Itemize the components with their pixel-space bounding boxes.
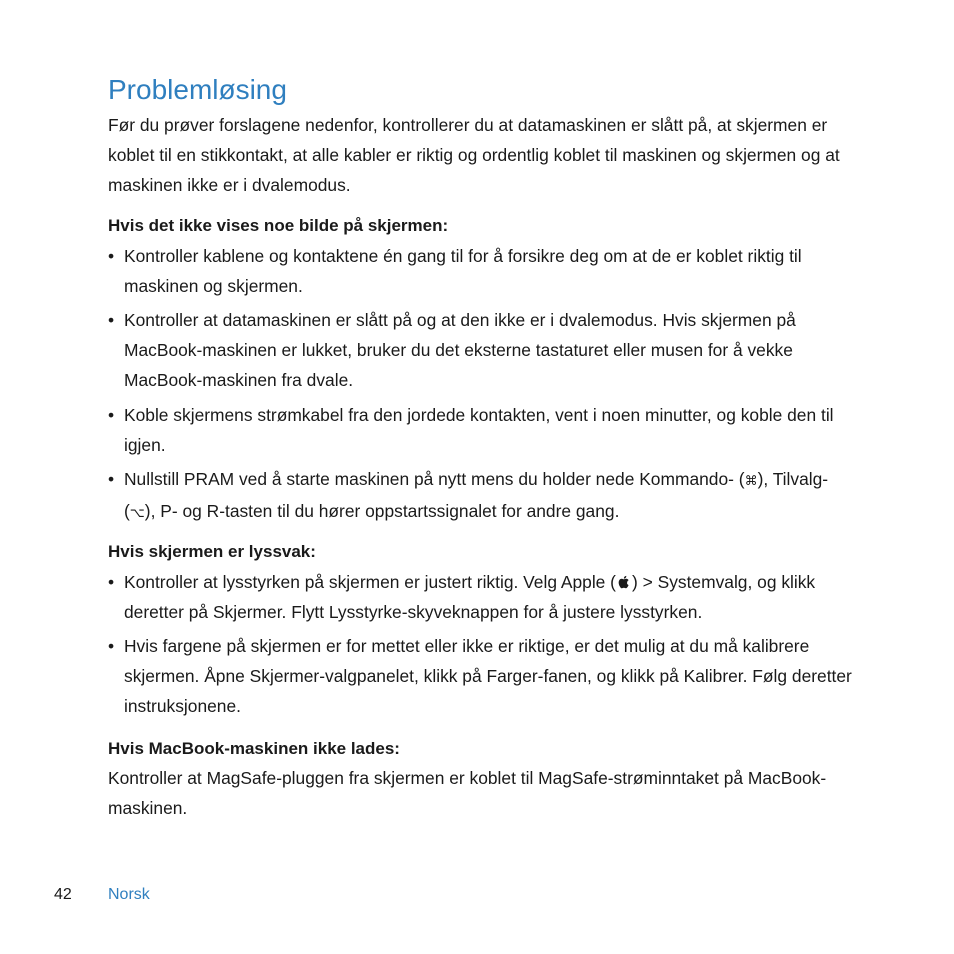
page-title: Problemløsing [108, 74, 287, 105]
footer-language: Norsk [108, 886, 150, 903]
text-fragment: Nullstill PRAM ved å starte maskinen på nytt mens du holder nede Kommando- ( [124, 469, 745, 489]
text-fragment: ), P- og R-tasten til du hører oppstartssignalet for andre gang. [144, 501, 620, 521]
option-key-icon: ⌥ [129, 505, 145, 520]
charging-paragraph: Kontroller at MagSafe-pluggen fra skjermen er koblet til MagSafe-strøminntaket på MacBook-maskinen. [108, 768, 827, 818]
bullet-marker: • [108, 405, 115, 425]
intro-paragraph: Før du prøver forslagene nedenfor, kontrollerer du at datamaskinen er slått på, at skjermen er koblet til en stikkontakt, at alle kabler er riktig og ordentlig koblet til maskinen og skjermen og at maskinen ikke er i dvalemodus. [108, 115, 840, 195]
command-key-icon: ⌘ [744, 473, 758, 488]
list-item-text [124, 567, 863, 627]
section-heading-dim-screen: Hvis skjermen er lyssvak: [108, 542, 316, 561]
text-fragment: Kontroller at lysstyrken på skjermen er justert riktig. Velg Apple ( [124, 572, 616, 592]
page-number: 42 [54, 886, 72, 903]
list-item-text: Koble skjermens strømkabel fra den jordede kontakten, vent i noen minutter, og koble den til igjen. [124, 405, 834, 455]
text-fragment: ), Tilvalg- ( [124, 469, 829, 521]
bullet-marker: • [108, 469, 115, 489]
list-item-text [124, 464, 863, 528]
list-item [108, 400, 863, 460]
bullet-marker: • [108, 310, 115, 330]
bullet-marker: • [108, 636, 115, 656]
list-item-text: Kontroller kablene og kontaktene én gang til for å forsikre deg om at de er koblet riktig til maskinen og skjermen. [124, 246, 802, 296]
apple-icon [616, 574, 632, 590]
bullet-marker: • [108, 572, 115, 592]
list-item [108, 631, 863, 721]
list-item [108, 305, 863, 395]
section-heading-not-charging: Hvis MacBook-maskinen ikke lades: [108, 739, 400, 758]
list-item [108, 567, 863, 627]
list-item-text: Kontroller at datamaskinen er slått på og at den ikke er i dvalemodus. Hvis skjermen på MacBook-maskinen er lukket, bruker du det eksterne tastaturet eller musen for å vekke MacBook-maskinen fra dvale. [124, 310, 796, 390]
bullet-marker: • [108, 246, 115, 266]
list-item [108, 241, 863, 301]
list-item-text: Hvis fargene på skjermen er for mettet eller ikke er riktige, er det mulig at du må kalibrere skjermen. Åpne Skjermer-valgpanelet, klikk på Farger-fanen, og klikk på Kalibrer. Følg deretter instruksjonene. [124, 636, 852, 716]
section-heading-no-image: Hvis det ikke vises noe bilde på skjermen: [108, 216, 449, 235]
list-item [108, 464, 863, 528]
text-fragment: ) > Systemvalg, og klikk deretter på Skjermer. Flytt Lysstyrke-skyveknappen for å justere lysstyrken. [124, 572, 816, 622]
